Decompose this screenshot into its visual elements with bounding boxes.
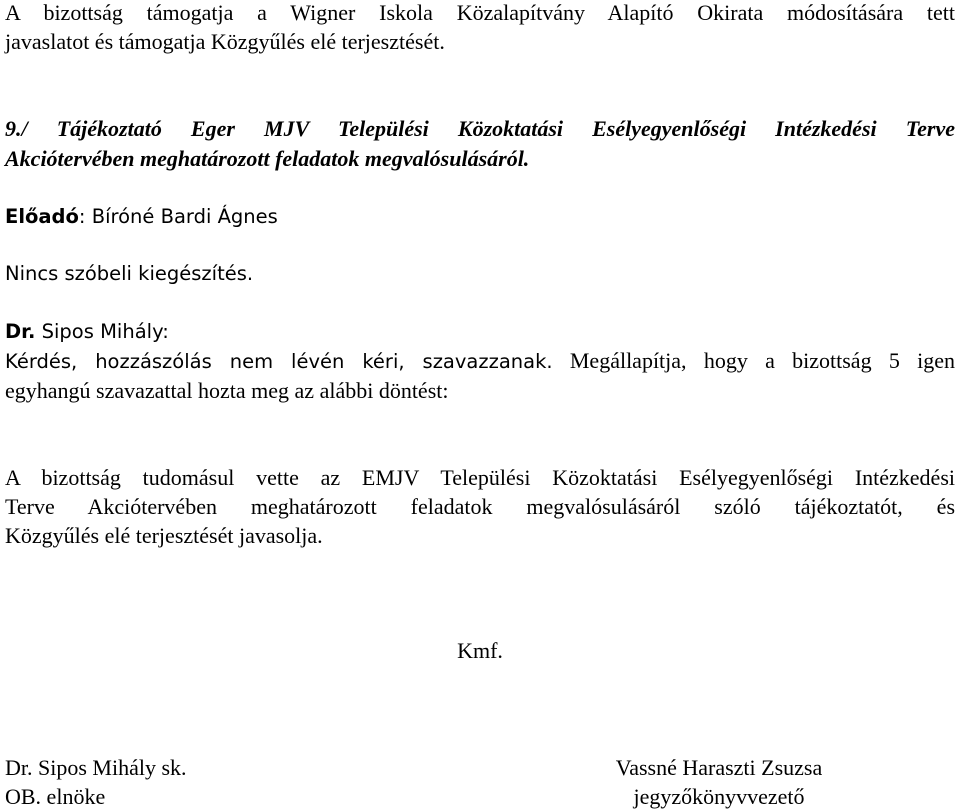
closing-kmf: Kmf. bbox=[457, 638, 503, 663]
chair-name-prefix: Dr. bbox=[5, 320, 36, 343]
presenter-label: Előadó bbox=[5, 205, 79, 228]
no-comments-text: Nincs szóbeli kiegészítés. bbox=[5, 262, 254, 285]
presenter-line bbox=[5, 204, 955, 230]
chair-statement-part-a: Kérdés, hozzászólás nem lévén kéri, szavazzanak. bbox=[5, 350, 553, 373]
agenda-item-line: 9./ Tájékoztató Eger MJV Települési Közoktatási Esélyegyenlőségi Intézkedési Terve bbox=[5, 116, 955, 141]
presenter-colon: : bbox=[78, 205, 86, 228]
chair-speaker-label bbox=[5, 319, 955, 345]
chair-name-rest: Sipos Mihály: bbox=[35, 320, 169, 343]
decision-line: Terve Akciótervében meghatározott feladatok megvalósulásáról szóló tájékoztatót, és bbox=[5, 494, 955, 519]
decision-line: A bizottság tudomásul vette az EMJV Települési Közoktatási Esélyegyenlőségi Intézkedési bbox=[5, 465, 955, 490]
paragraph-line: A bizottság támogatja a Wigner Iskola Közalapítvány Alapító Okirata módosítására tett bbox=[5, 0, 955, 25]
chair-statement-part-b: Megállapítja, hogy a bizottság 5 igen bbox=[552, 348, 955, 373]
right-signatory-name: Vassné Haraszti Zsuzsa bbox=[615, 755, 823, 780]
left-signatory-role: OB. elnöke bbox=[5, 784, 106, 809]
right-signatory-role: jegyzőkönyvvezető bbox=[633, 784, 805, 809]
paragraph-line: javaslatot és támogatja Közgyűlés elé terjesztését. bbox=[5, 29, 445, 54]
decision-line: Közgyűlés elé terjesztését javasolja. bbox=[5, 523, 323, 548]
chair-statement-line bbox=[5, 348, 955, 375]
left-signatory-name: Dr. Sipos Mihály sk. bbox=[5, 755, 187, 780]
chair-statement-line: egyhangú szavazattal hozta meg az alábbi döntést: bbox=[5, 378, 449, 403]
presenter-name: Bíróné Bardi Ágnes bbox=[85, 205, 278, 228]
agenda-item-line: Akciótervében meghatározott feladatok megvalósulásáról. bbox=[5, 146, 530, 171]
